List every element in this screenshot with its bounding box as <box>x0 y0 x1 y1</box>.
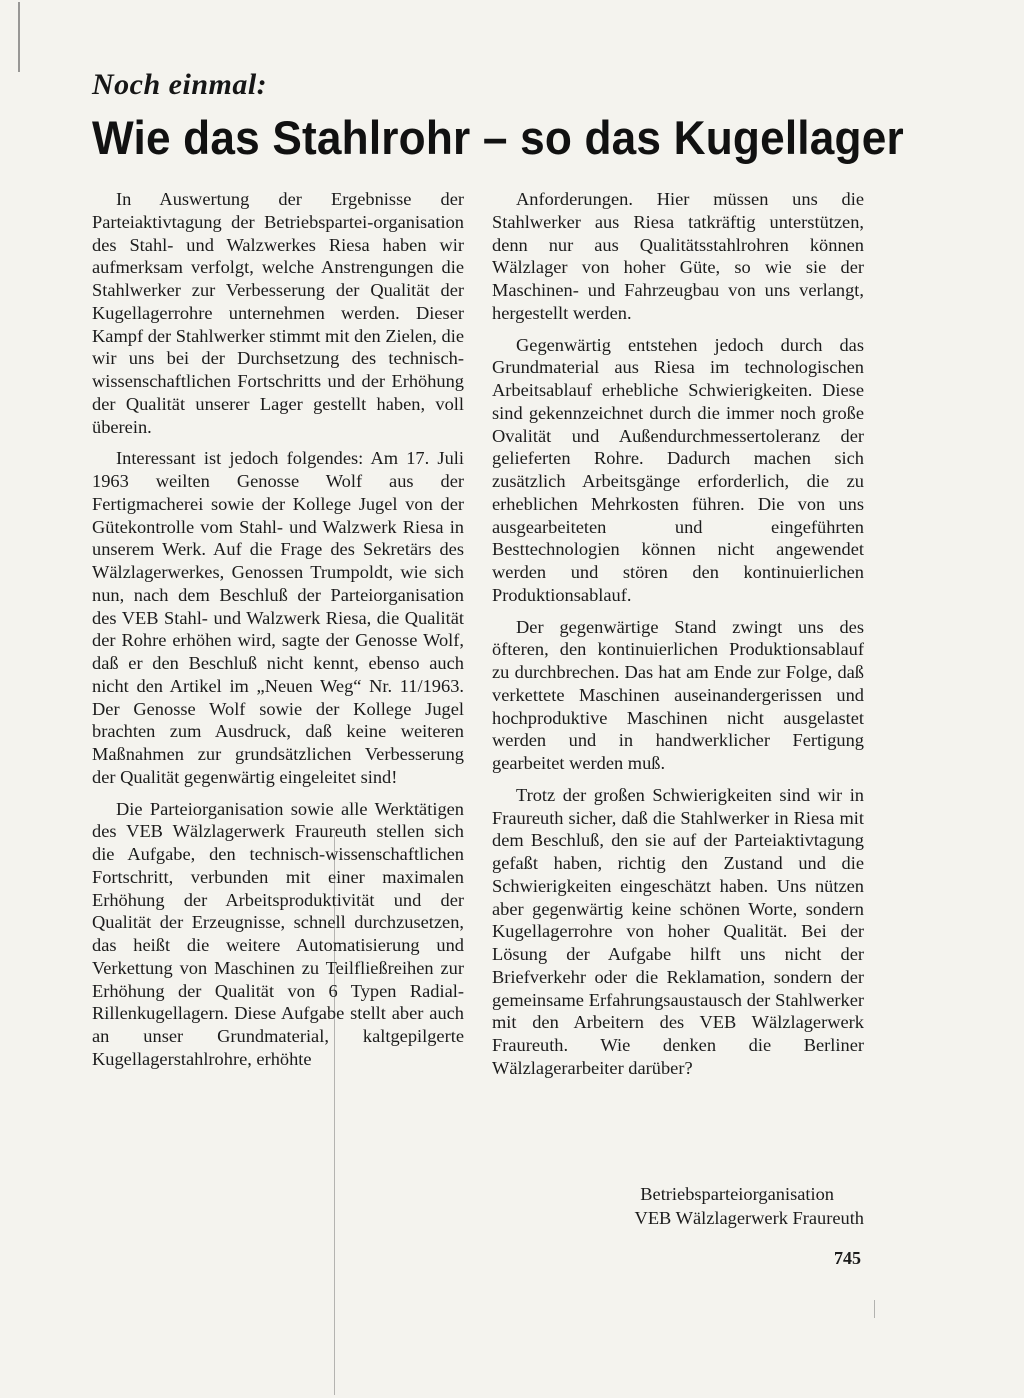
scan-mark <box>874 1300 875 1318</box>
signature-organisation: Betriebsparteiorganisation <box>640 1184 834 1204</box>
page-edge-mark <box>18 2 20 72</box>
paragraph: Interessant ist jedoch folgendes: Am 17. Juli 1963 weilten Genosse Wolf aus der Fertigmacherei sowie der Kollege Jugel von der Gütekontrolle vom Stahl- und Walzwerk Riesa in unserem Werk. Auf die Frage des Sekretärs des Wälzlagerwerkes, Genossen Trumpoldt, wie sich nun, nach dem Beschluß der Parteiorganisation des VEB Stahl- und Walzwerk Riesa, die Qualität der Rohre erhöhen wird, sagte der Genosse Wolf, daß er den Beschluß nicht kennt, ebenso auch nicht den Artikel im „Neuen Weg“ Nr. 11/1963. Der Genosse Wolf sowie der Kollege Jugel brachten zum Ausdruck, daß keine weiteren Maßnahmen zur grundsätzlichen Verbesserung der Qualität gegenwärtig eingeleitet sind! <box>92 448 464 787</box>
left-column <box>92 188 464 1080</box>
paragraph: In Auswertung der Ergebnisse der Parteiaktivtagung der Betriebspartei-organisation des Stahl- und Walzwerkes Riesa haben wir aufmerksam verfolgt, welche Anstrengungen die Stahlwerker zur Verbesserung der Qualität der Kugellagerrohre unternehmen werden. Dieser Kampf der Stahlwerker stimmt mit den Zielen, die wir uns bei der Durchsetzung des technisch-wissenschaftlichen Fortschritts und der Erhöhung der Qualität unserer Lager gestellt haben, voll überein. <box>92 189 464 437</box>
paragraph: Anforderungen. Hier müssen uns die Stahlwerker aus Riesa tatkräftig unterstützen, denn nur aus Qualitätsstahlrohren können Wälzlager von hoher Güte, so wie sie der Maschinen- und Fahrzeugbau von uns verlangt, hergestellt werden. <box>492 189 864 323</box>
paragraph: Die Parteiorganisation sowie alle Werktätigen des VEB Wälzlagerwerk Fraureuth stellen sich die Aufgabe, den technisch-wissenschaftlichen Fortschritt, verbunden mit einer maximalen Erhöhung der Arbeitsproduktivität und der Qualität der Erzeugnisse, schnell durchzusetzen, das heißt die weitere Automatisierung und Verkettung von Maschinen zu Teilfließreihen zur Erhöhung der Qualität von 6 Typen Radial-Rillenkugellagern. Diese Aufgabe stellt aber auch an unser Grundmaterial, kaltgepilgerte Kugellagerstahlrohre, erhöhte <box>92 798 464 1069</box>
paragraph: Der gegenwärtige Stand zwingt uns des öfteren, den kontinuierlichen Produktionsablauf zu durchbrechen. Das hat am Ende zur Folge, daß verkettete Maschinen auseinandergerissen und hochproduktive Maschinen nicht ausgelastet werden und in handwerklicher Fertigung gearbeitet werden muß. <box>492 616 864 773</box>
paragraph: Gegenwärtig entstehen jedoch durch das Grundmaterial aus Riesa im technologischen Arbeitsablauf erhebliche Schwierigkeiten. Diese sind gekennzeichnet durch die immer noch große Ovalität und Außendurchmessertoleranz der gelieferten Rohre. Dadurch machen sich zusätzlich Arbeitsgänge erforderlich, die zu erheblichen Mehrkosten führen. Die von uns ausgearbeiteten und eingeführten Besttechnologien können nicht angewendet werden und stören den kontinuierlichen Produktionsablauf. <box>492 334 864 605</box>
paragraph: Trotz der großen Schwierigkeiten sind wir in Fraureuth sicher, daß die Stahlwerker in Riesa mit dem Beschluß, den sie auf der Parteiaktivtagung gefaßt haben, richtig den Zustand und die Schwierigkeiten eingeschätzt haben. Uns nützen aber gegenwärtig keine schönen Worte, sondern Kugellagerrohre von hoher Qualität. Bei der Lösung der Aufgabe hilft uns nicht der Briefverkehr oder die Reklamation, sondern der gemeinsame Erfahrungsaustausch der Stahlwerker mit den Arbeitern des VEB Wälzlagerwerk Fraureuth. Wie denken die Berliner Wälzlagerarbeiter darüber? <box>492 784 864 1078</box>
signature-company: VEB Wälzlagerwerk Fraureuth <box>634 1208 864 1228</box>
right-column <box>492 188 864 1089</box>
scan-fold-line <box>334 835 335 1395</box>
article-headline: Wie das Stahlrohr – so das Kugellager <box>92 111 904 164</box>
page-number: 745 <box>834 1248 861 1268</box>
article-kicker: Noch einmal: <box>92 68 268 101</box>
signature-block <box>492 1182 864 1230</box>
